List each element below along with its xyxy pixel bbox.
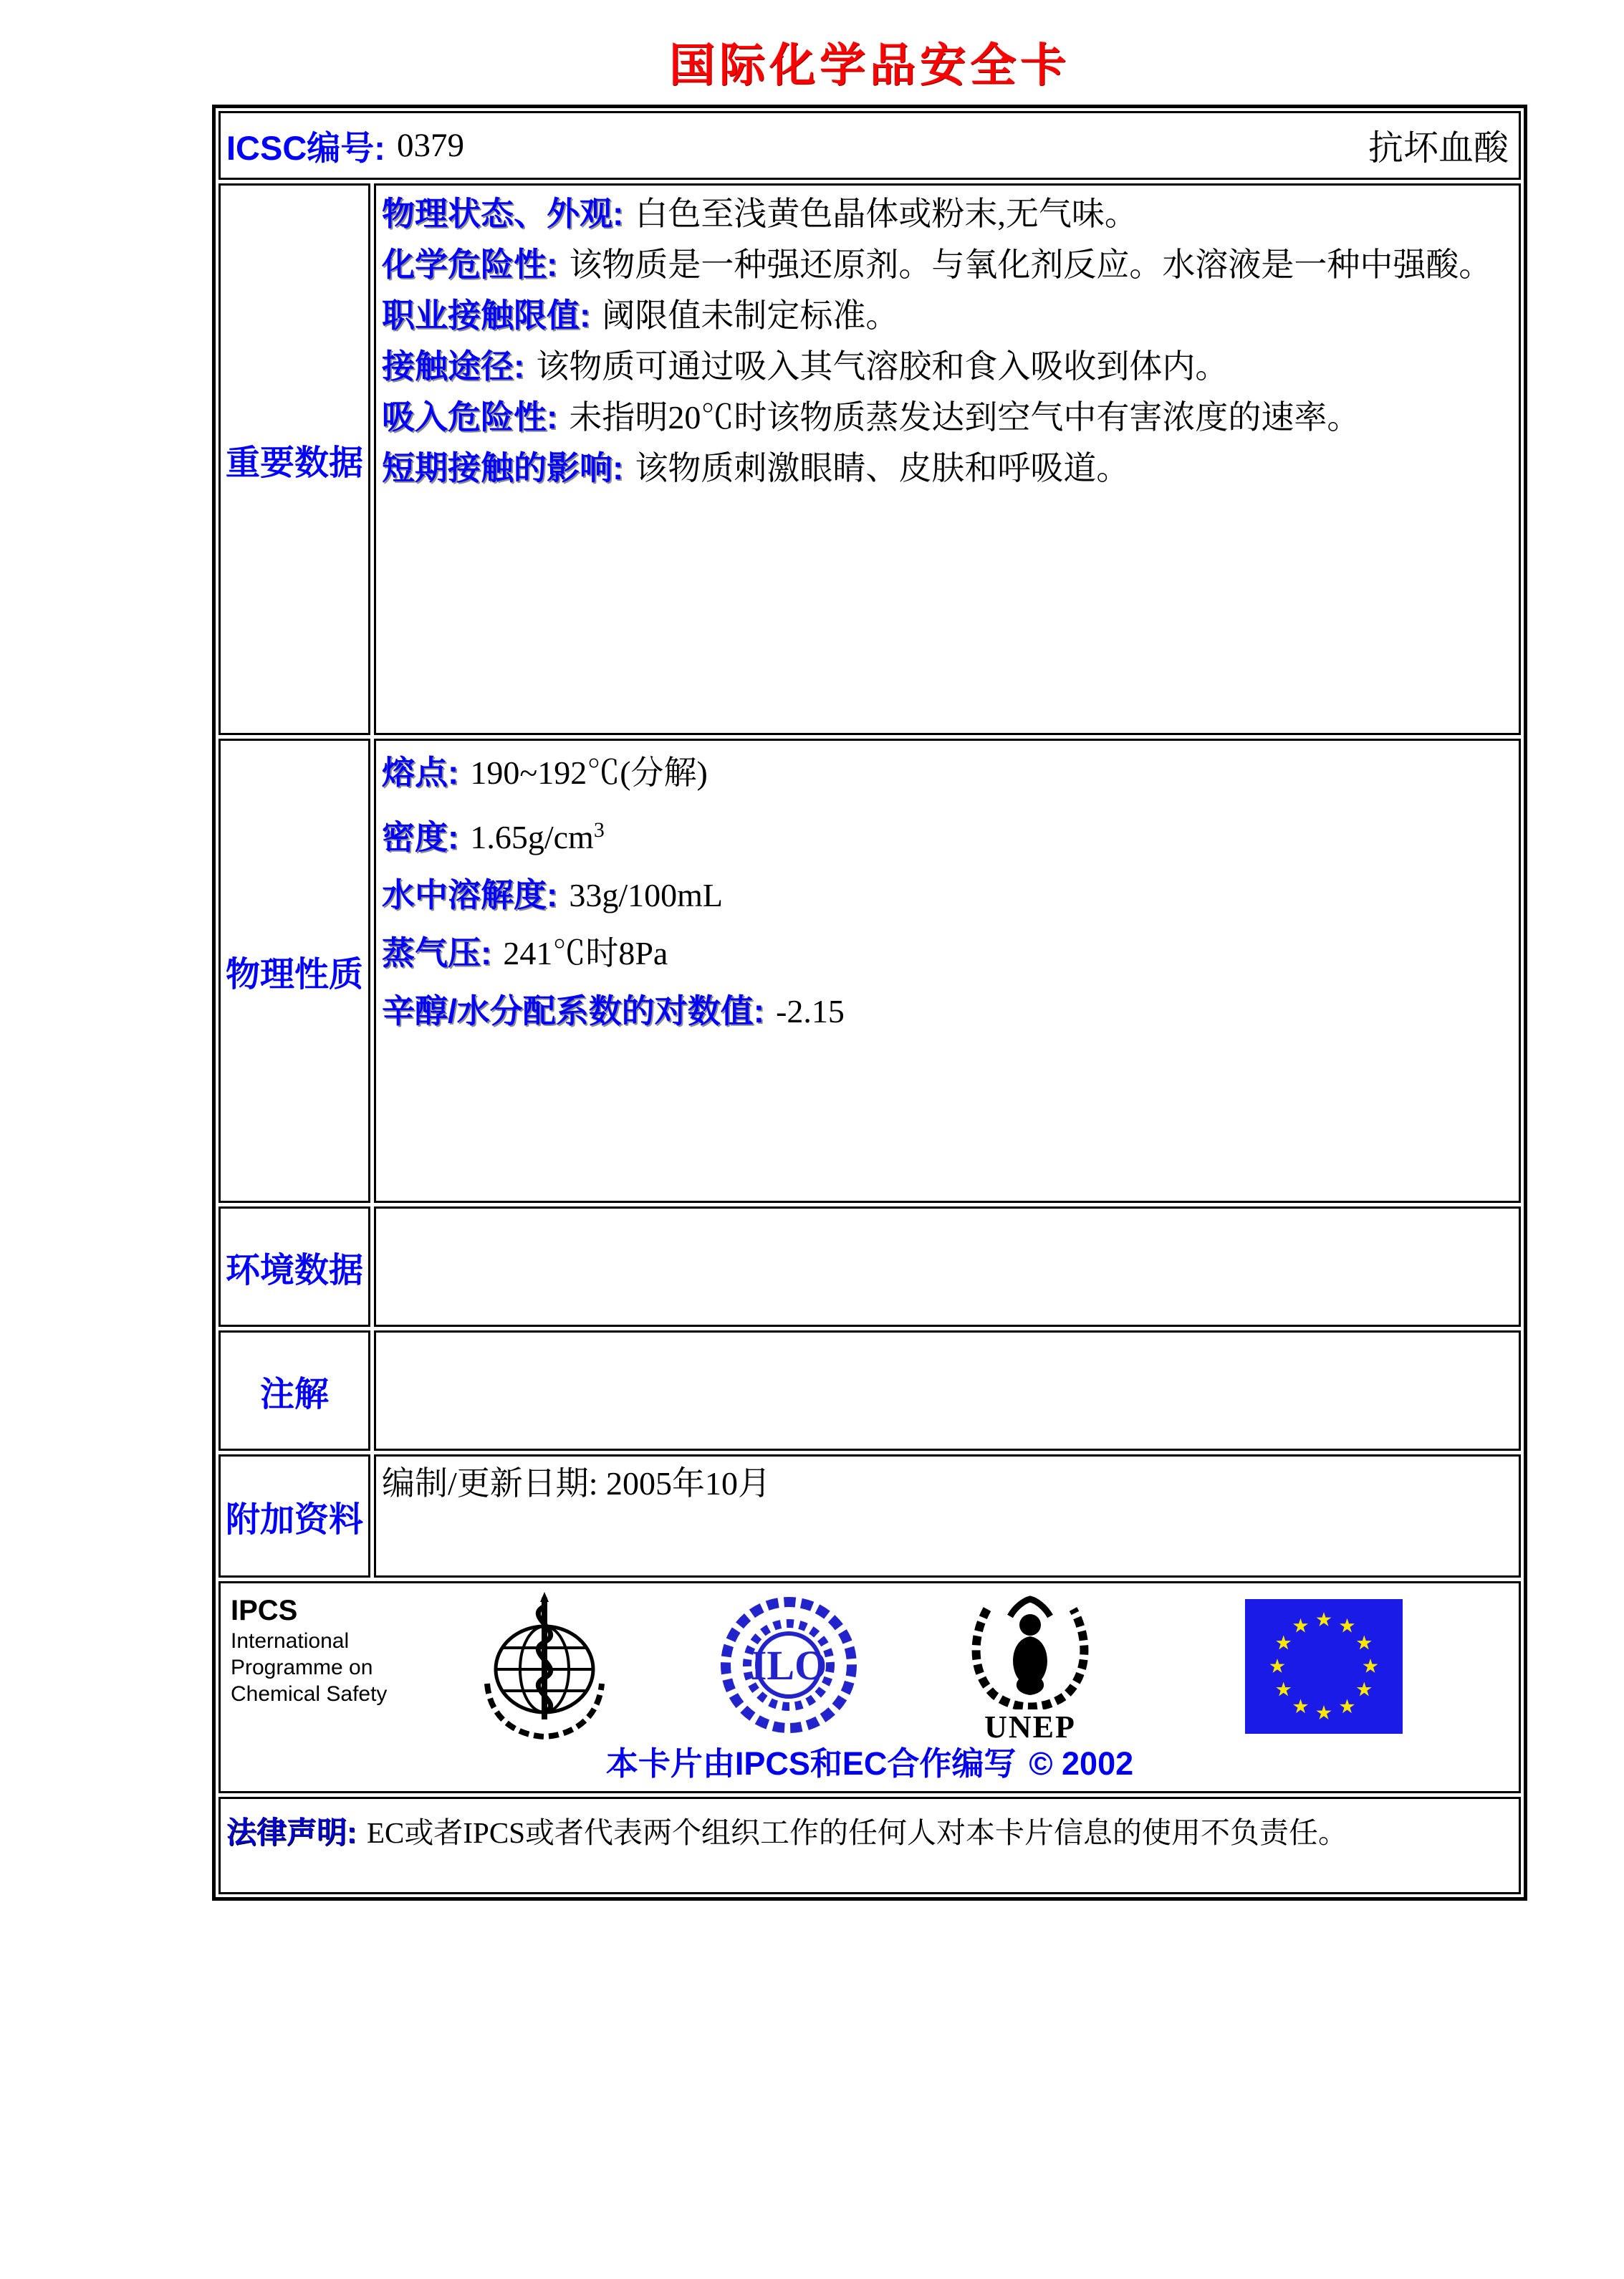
- important-data-item: [382, 341, 1513, 392]
- physical-property-item: [382, 866, 1513, 924]
- important-data-item: [382, 188, 1513, 239]
- field-label: 辛醇/水分配系数的对数值:: [382, 992, 765, 1030]
- additional-info-content-cell: [374, 1454, 1521, 1578]
- important-data-section-label: 重要数据: [225, 443, 363, 482]
- additional-info-side-cell: [218, 1454, 370, 1578]
- field-label: 水中溶解度:: [382, 876, 558, 914]
- ipcs-text-block: [231, 1593, 387, 1707]
- important-data-item: [382, 239, 1513, 290]
- unep-label: UNEP: [984, 1709, 1076, 1745]
- physical-property-item: [382, 982, 1513, 1040]
- environmental-data-content-cell: [374, 1206, 1521, 1327]
- header-cell: [218, 111, 1521, 180]
- logos-cell: [218, 1581, 1521, 1793]
- field-value: 该物质是一种强还原剂。与氧化剂反应。水溶液是一种中强酸。: [569, 246, 1492, 283]
- field-value: 未指明20℃时该物质蒸发达到空气中有害浓度的速率。: [569, 399, 1360, 436]
- ipcs-subtitle-line: Chemical Safety: [231, 1682, 388, 1706]
- footer-caption-text: 本卡片由IPCS和EC合作编写: [605, 1745, 1017, 1782]
- header-row: [218, 111, 1521, 180]
- svg-text:ILO: ILO: [750, 1642, 827, 1689]
- physical-properties-row: [218, 739, 1521, 1203]
- icsc-card-table: [212, 105, 1527, 1901]
- notes-side-cell: [218, 1330, 370, 1451]
- field-label: 吸入危险性:: [382, 398, 558, 436]
- ipcs-subtitle-line: Programme on: [231, 1656, 373, 1679]
- field-label: 物理状态、外观:: [382, 195, 624, 232]
- legal-cell: [218, 1797, 1521, 1894]
- physical-properties-side-cell: [218, 739, 370, 1203]
- unep-logo-icon: [966, 1595, 1095, 1745]
- logos-row: [218, 1581, 1521, 1793]
- field-label: 职业接触限值:: [382, 297, 591, 334]
- field-label: 接触途径:: [382, 347, 525, 385]
- legal-text: EC或者IPCS或者代表两个组织工作的任何人对本卡片信息的使用不负责任。: [367, 1816, 1347, 1849]
- environmental-data-section-label: 环境数据: [225, 1251, 363, 1290]
- field-value: 1.65g/cm: [470, 819, 594, 856]
- field-value: 该物质刺激眼睛、皮肤和呼吸道。: [635, 450, 1130, 486]
- footer-copyright: © 2002: [1029, 1745, 1134, 1782]
- important-data-content-cell: [374, 183, 1521, 735]
- notes-row: [218, 1330, 1521, 1451]
- ipcs-title: IPCS: [231, 1595, 298, 1626]
- footer-caption: [221, 1737, 1519, 1784]
- field-label: 熔点:: [382, 754, 459, 791]
- notes-content-cell: [374, 1330, 1521, 1451]
- field-superscript: 3: [593, 818, 605, 842]
- physical-property-item: [382, 802, 1513, 866]
- field-value: 阈限值未制定标准。: [602, 297, 899, 334]
- important-data-item: [382, 392, 1513, 443]
- physical-property-item: [382, 744, 1513, 802]
- environmental-data-row: [218, 1206, 1521, 1327]
- notes-section-label: 注解: [259, 1375, 329, 1414]
- field-value: -2.15: [776, 993, 845, 1030]
- important-data-item: [382, 443, 1513, 494]
- ipcs-subtitle-line: International: [231, 1629, 350, 1653]
- ilo-logo-icon: [713, 1596, 864, 1743]
- field-label: 密度:: [382, 818, 459, 856]
- field-value: 241℃时8Pa: [503, 935, 668, 972]
- important-data-side-cell: [218, 183, 370, 735]
- legal-row: [218, 1797, 1521, 1894]
- field-label: 蒸气压:: [382, 934, 492, 972]
- additional-info-section-label: 附加资料: [225, 1500, 363, 1539]
- physical-properties-content-cell: [374, 739, 1521, 1203]
- icsc-number-value: 0379: [396, 127, 464, 164]
- important-data-row: [218, 183, 1521, 735]
- page-title: 国际化学品安全卡: [669, 39, 1070, 91]
- who-logo-icon: [473, 1592, 616, 1746]
- physical-property-item: [382, 924, 1513, 982]
- physical-properties-section-label: 物理性质: [225, 955, 363, 994]
- field-label: 化学危险性:: [382, 246, 558, 283]
- update-date-line: 编制/更新日期: 2005年10月: [382, 1465, 772, 1502]
- field-label: 短期接触的影响:: [382, 449, 624, 486]
- eu-flag-icon: [1245, 1599, 1403, 1737]
- field-value: 190~192℃(分解): [470, 754, 708, 791]
- icsc-number-label: ICSC编号:: [226, 128, 385, 167]
- field-value: 33g/100mL: [569, 877, 723, 914]
- field-value: 该物质可通过吸入其气溶胶和食入吸收到体内。: [536, 348, 1229, 385]
- legal-label: 法律声明:: [226, 1815, 357, 1849]
- environmental-data-side-cell: [218, 1206, 370, 1327]
- field-value: 白色至浅黄色晶体或粉末,无气味。: [635, 196, 1138, 232]
- important-data-item: [382, 290, 1513, 341]
- substance-name: 抗坏血酸: [1368, 128, 1509, 168]
- additional-info-row: [218, 1454, 1521, 1578]
